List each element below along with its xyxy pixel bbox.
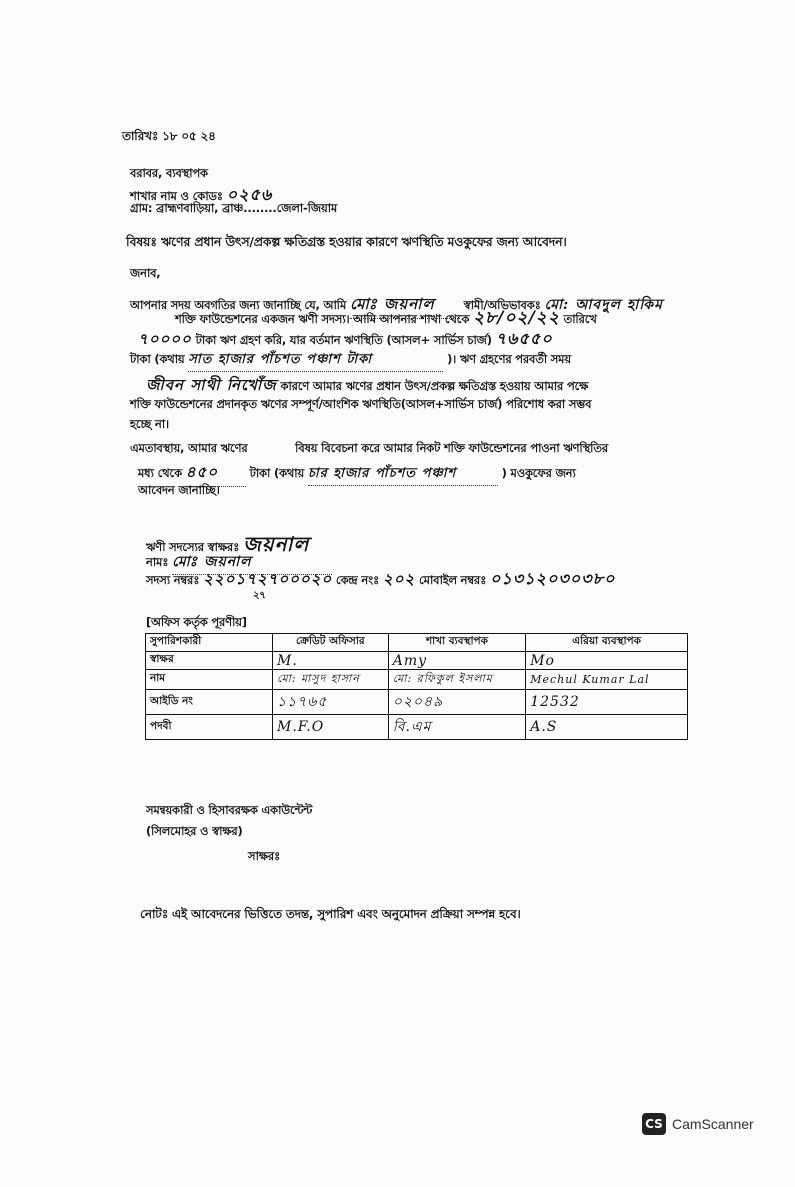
designation-cell: A.S bbox=[526, 715, 688, 740]
mobile-value: ০১৩১২০৩০৩৮০ bbox=[489, 569, 616, 588]
waive-amount-value: ৪৫০ bbox=[186, 461, 246, 487]
id-cell: ০২০৪৯ bbox=[388, 690, 526, 715]
guardian-label: স্বামী/অভিভাবকঃ bbox=[463, 298, 541, 312]
member-id-row bbox=[146, 566, 615, 593]
header-cell: এরিয়া ব্যবস্থাপক bbox=[526, 634, 688, 652]
table-row bbox=[146, 652, 688, 670]
body2-line2-text: মধ্য থেকে bbox=[138, 466, 182, 480]
row-label: আইডি নং bbox=[146, 690, 273, 715]
member-no-label: সদস্য নম্বরঃ bbox=[146, 573, 200, 587]
salutation: জনাব, bbox=[130, 266, 161, 280]
camscanner-logo-icon: CS bbox=[642, 1113, 666, 1135]
camscanner-watermark: CamScanner bbox=[672, 1116, 754, 1132]
accounts-title: সমন্বয়কারী ও হিসাবরক্ষক একাউন্টেন্ট bbox=[146, 803, 313, 817]
line2-text: শক্তি ফাউন্ডেশনের একজন ঋণী সদস্য। আমি আপনার শাখা থেকে bbox=[175, 312, 470, 326]
waive-words-value: চার হাজার পাঁচশত পঞ্চাশ bbox=[308, 464, 498, 486]
intro-text: আপনার সদয় অবগতির জন্য জানাচ্ছি যে, আমি bbox=[130, 298, 347, 312]
accounts-signature-label: সাক্ষরঃ bbox=[248, 849, 281, 863]
body2-text: বিষয় বিবেচনা করে আমার নিকট শক্তি ফাউন্ডেশনের পাওনা ঋণস্থিতির bbox=[295, 441, 608, 455]
table-row bbox=[146, 670, 688, 690]
table-row bbox=[146, 690, 688, 715]
id-cell: 12532 bbox=[526, 690, 688, 715]
line4-text: টাকা (কথায় bbox=[130, 352, 185, 366]
member-name-value: মোঃ জয়নাল bbox=[350, 293, 460, 319]
line3-text: টাকা ঋণ গ্রহণ করি, যার বর্তমান ঋণস্থিতি (আসল+ সার্ভিস চার্জ) bbox=[195, 333, 492, 347]
header-cell: শাখা ব্যবস্থাপক bbox=[388, 634, 526, 652]
recommendation-table bbox=[145, 633, 688, 740]
guardian-name-value: মো: আবদুল হাকিম bbox=[544, 297, 663, 313]
member-no-value: ২২০১৭২৭০০০২০ bbox=[203, 570, 333, 588]
signature-label: ঋণী সদস্যের স্বাক্ষরঃ bbox=[146, 540, 240, 554]
row-label: পদবী bbox=[146, 715, 273, 740]
mobile-label: মোবাইল নম্বরঃ bbox=[418, 573, 487, 587]
branch-label: শাখার নাম ও কোডঃ bbox=[130, 189, 223, 203]
office-section-label: [অফিস কর্তৃক পূরণীয়] bbox=[146, 615, 247, 629]
line5-text: কারণে আমার ঋণের প্রধান উৎস/প্রকল্প ক্ষতিগ্রস্ত হওয়ায় আমার পক্ষে bbox=[280, 379, 589, 393]
footer-note: নোটঃ এই আবেদনের ভিত্তিতে তদন্ত, সুপারিশ এবং অনুমোদন প্রক্রিয়া সম্পন্ন হবে। bbox=[140, 907, 521, 921]
designation-cell: বি.এম bbox=[388, 715, 526, 740]
line2-suffix: তারিখে bbox=[563, 312, 597, 326]
subject-line: বিষয়ঃ ঋণের প্রধান উৎস/প্রকল্প ক্ষতিগ্রস্ত হওয়ার কারণে ঋণস্থিতি মওকুফের জন্য আবেদন। bbox=[126, 234, 567, 249]
member-signature: জয়নাল bbox=[243, 532, 310, 556]
body2-line2-suffix: ) মওকুফের জন্য bbox=[501, 466, 576, 480]
center-value: ২০২ bbox=[382, 570, 416, 588]
accounts-seal-label: (সিলমোহর ও স্বাক্ষর) bbox=[146, 824, 243, 838]
signature-cell: Mo bbox=[526, 652, 688, 670]
name-cell: মো: মাসুদ হাসান bbox=[273, 670, 389, 690]
body2-line3: আবেদন জানাচ্ছি। bbox=[138, 483, 220, 497]
body1-line7: হচ্ছে না। bbox=[130, 417, 169, 431]
application-date: তারিখঃ ১৮ ০৫ ২৪ bbox=[122, 129, 216, 143]
center-label: কেন্দ্র নংঃ bbox=[335, 573, 380, 587]
extra-mark: ২৭ bbox=[253, 590, 266, 601]
table-header-row bbox=[146, 634, 688, 652]
designation-cell: M.F.O bbox=[273, 715, 389, 740]
name-cell: মো: রফিকুল ইসলাম bbox=[388, 670, 526, 690]
line4-suffix: )। ঋণ গ্রহণের পরবর্তী সময় bbox=[447, 352, 571, 366]
body1-line3 bbox=[138, 326, 553, 353]
header-cell: ক্রেডিট অফিসার bbox=[273, 634, 389, 652]
loan-date-value: ২৮/০২/২২ bbox=[473, 308, 560, 328]
outstanding-words-value: সাত হাজার পাঁচশত পঞ্চাশ টাকা bbox=[188, 350, 443, 372]
member-name: মোঃ জয়নাল bbox=[172, 550, 332, 575]
branch-code: ০২৫৬ bbox=[226, 185, 273, 204]
body2-intro: এমতাবস্থায়, আমার ঋণের bbox=[130, 441, 248, 455]
outstanding-value: ৭৬৫৫০ bbox=[495, 329, 553, 348]
name-cell: Mechul Kumar Lal bbox=[526, 670, 688, 690]
loan-amount-value: ৭০০০০ bbox=[138, 330, 192, 348]
row-label: নাম bbox=[146, 670, 273, 690]
id-cell: ১১৭৬৫ bbox=[273, 690, 389, 715]
office-line: গ্রাম: ব্রাহ্মণবাড়িয়া, ব্রাঞ্চ........জেলা-জিয়াম bbox=[130, 201, 338, 215]
reason-value: জীবন সাথী নিখোঁজ bbox=[146, 376, 277, 394]
body2-line1 bbox=[130, 440, 608, 459]
name-label: নামঃ bbox=[146, 555, 169, 569]
signature-cell: Amy bbox=[388, 652, 526, 670]
body2-taka-label: টাকা (কথায় bbox=[249, 466, 305, 480]
signature-cell: M. bbox=[273, 652, 389, 670]
body1-line6: শক্তি ফাউন্ডেশনের প্রদানকৃত ঋণের সম্পূর্ণ/আংশিক ঋণস্থিতি(আসল+সার্ভিস চার্জ) পরিশোধ করা সম্ভব bbox=[130, 397, 592, 411]
body1-line4 bbox=[130, 350, 571, 372]
addressee-line: বরাবর, ব্যবস্থাপক bbox=[130, 166, 208, 180]
row-label: স্বাক্ষর bbox=[146, 652, 273, 670]
table-row bbox=[146, 715, 688, 740]
header-cell: সুপারিশকারী bbox=[146, 634, 273, 652]
